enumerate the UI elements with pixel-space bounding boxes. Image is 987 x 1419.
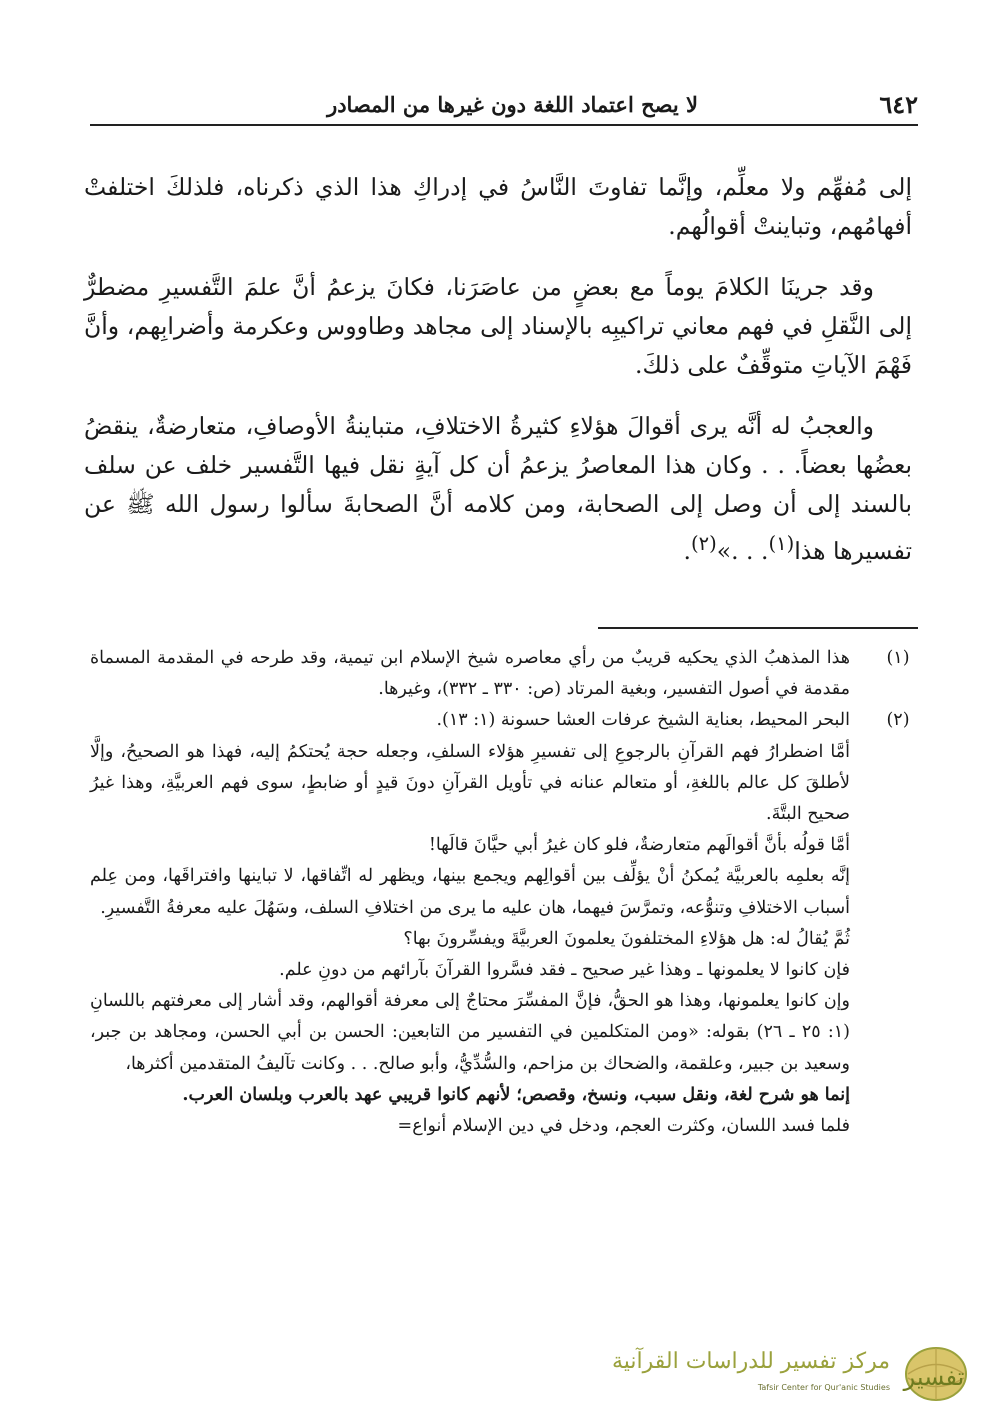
globe-logo-icon [896,1345,970,1403]
header-rule [90,124,918,126]
paragraph-2: وقد جرينَا الكلامَ يوماً مع بعضٍ من عاصَرَنا، فكانَ يزعمُ أنَّ علمَ التَّفسيرِ مضطرٌّ إلى النَّقلِ في فهم معاني تراكيبِه بالإسناد إلى مجاهد وطاووس وعكرمة وأضرابِهم، وأنَّ فَهْمَ الآياتِ متوقِّفٌ على ذلكَ. [84,273,912,379]
footnote-2-line-3: أمَّا قولُه بأنَّ أقوالَهم متعارضةٌ، فلو كان غيرُ أبي حيَّانَ قالَها! [428,835,850,856]
running-title: لا يصح اعتماد اللغة دون غيرها من المصادر [327,92,698,117]
footnote-2-line-9: فلما فسد اللسان، وكثرت العجم، ودخل في دين الإسلام أنواع= [397,1116,850,1137]
footnote-2-line-1: البحر المحيط، بعناية الشيخ عرفات العشا حسونة (١: ١٣). [436,710,850,731]
main-text [84,168,912,593]
tafsir-center-logo [600,1345,970,1407]
page-number: ٦٤٢ [879,90,918,119]
footnote-2-line-8: إنما هو شرح لغة، ونقل سبب، ونسخ، وقصص؛ لأنهم كانوا قريبي عهد بالعرب وبلسان العرب. [182,1084,850,1105]
footnote-separator [598,627,918,629]
footnote-ref-1[interactable]: (١) [768,532,795,555]
footnote-2-line-6: فإن كانوا لا يعلمونها ـ وهذا غير صحيح ـ فقد فسَّروا القرآنَ بآرائهم من دونِ علم. [279,960,850,981]
footnote-ref-2[interactable]: (٢) [690,532,717,555]
paragraph-3-text: والعجبُ له أنَّه يرى أقوالَ هؤلاءِ كثيرةُ الاختلافِ، متباينةُ الأوصافِ، متعارضةٌ، ينقضُ بعضُها بعضاً. . . وكان هذا المعاصرُ يزعمُ أن كل آيةٍ نقل فيها التَّفسير خلف عن سلف بالسند إلى أن وصل إلى الصحابة، ومن كلامه أنَّ الصحابةَ سألوا رسول الله ﷺ عن تفسيرها هذا [84,412,912,565]
paragraph-1: إلى مُفهِّم ولا معلِّم، وإنَّما تفاوتَ النَّاسُ في إدراكِ هذا الذي ذكرناه، فلذلكَ اختلفتْ أفهامُهم، وتباينتْ أقوالُهم. [84,173,912,240]
footnote-2-line-4: إنَّه بعلمِه بالعربيَّة يُمكنُ أنْ يؤلِّف بين أقوالِهم ويجمع بينها، ويظهر له اتِّفاقها، لا تباينها وافتراقَها، ومن عِلم أسباب الاختلافِ وتنوُّعه، وتمرَّسَ فيهما، هان عليه ما يرى من اختلافِ السلف، وسَهُلَ عليه معرفةُ التَّفسيرِ. [90,866,850,918]
paragraph-3-end: . [683,536,691,565]
footnotes [90,643,910,1142]
logo-arabic-name: مركز تفسير للدراسات القرآنية [611,1349,890,1374]
logo-latin-name: Tafsir Center for Qur'anic Studies [757,1383,890,1392]
footnote-2-line-5: ثُمَّ يُقالُ له: هل هؤلاءِ المختلفونَ يعلمونَ العربيَّةَ ويفسِّرونَ بها؟ [403,928,850,949]
footnote-2 [90,705,910,1142]
running-header [90,84,918,124]
footnote-2-line-7: وإن كانوا يعلمونها، وهذا هو الحقُّ، فإنَّ المفسِّرَ محتاجٌ إلى معرفة أقوالهم، وقد أشار إلى معرفتهم باللسانِ (١: ٢٥ ـ ٢٦) بقوله: «ومن المتكلمين في التفسير من التابعين: الحسن بن أبي الحسن، ومجاهد بن جبر، وسعيد بن جبير، وعلقمة، والضحاك بن مزاحم، والسُّدِّيُّ، وأبو صالح. . . وكانت تآليفُ المتقدمين أكثرها، [90,991,850,1074]
paragraph-3-ellipsis: . . .» [716,536,769,565]
footnote-1 [90,643,910,705]
footnote-1-text: هذا المذهبُ الذي يحكيه قريبٌ من رأي معاصره شيخ الإسلام ابن تيمية، وقد طرحه في المقدمة المسماة مقدمة في أصول التفسير، وبغية المرتاد (ص: ٣٣٠ ـ ٣٣٢)، وغيرها. [90,648,850,700]
logo-mark-text: تفسير [903,1363,965,1391]
footnote-1-number: (١) [886,648,910,668]
footnote-2-number: (٢) [886,710,910,731]
paragraph-3 [84,407,912,571]
footnote-2-line-2: أمَّا اضطرارُ فهم القرآنِ بالرجوعِ إلى تفسيرِ هؤلاء السلفِ، وجعله حجة يُحتكمُ إليه، فهذا هو الصحيحُ، وإلَّا لأطلقَ كل عالم باللغةِ، أو متعالم عنانه في تأويل القرآنِ دونَ قيدٍ أو ضابطٍ، سوى فهم العربيَّةِ، وهذا غيرُ صحيح البتَّةَ. [90,741,850,825]
